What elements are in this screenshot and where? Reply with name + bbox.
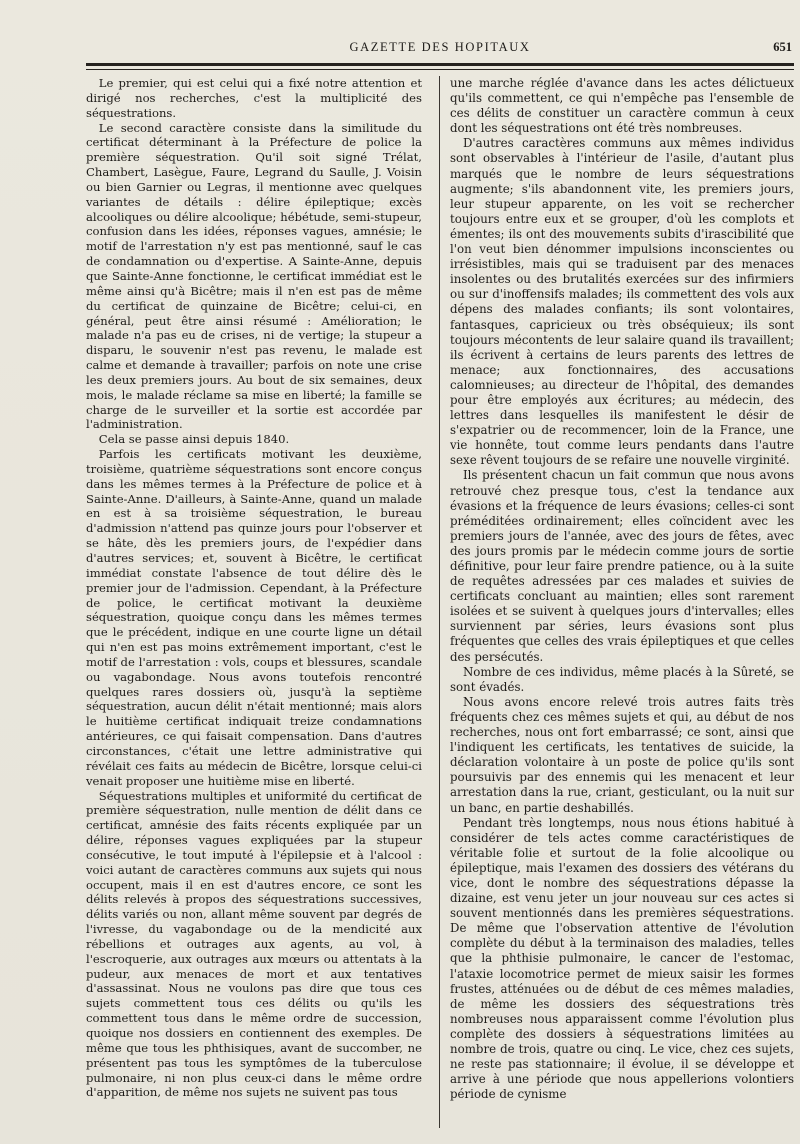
- paragraph: Ils présentent chacun un fait commun que nous avons retrouvé chez presque tous, c'est la tendance aux évasions et la fréquence de leurs évasions; celles-ci sont préméditées ordinairement; elles coïncident avec les premiers jours de l'année, avec des jours de fêtes, avec des jours promis par le médecin comme jours de sortie définitive, pour leur faire prendre patience, ou à la suite de requêtes adressées par ces malades et suivies de certificats concluant au maintien; elles sont rarement isolées et se suivent à quelques jours d'intervalles; elles surviennent par séries, leurs évasions sont plus fréquentes que celles des vrais épileptiques et que celles des persécutés.: [450, 468, 794, 664]
- paragraph: Nombre de ces individus, même placés à la Sûreté, se sont évadés.: [450, 664, 794, 694]
- left-column: [86, 76, 422, 1100]
- paragraph: Pendant très longtemps, nous nous étions habitué à considérer de tels actes comme caractéristiques de véritable folie et surtout de la folie alcoolique ou épileptique, mais l'examen des dossiers des vétérans du vice, dont le nombre des séquestrations dépasse la dizaine, est venu jeter un jour nouveau sur ces actes si souvent mentionnés dans les premières séquestrations. De même que l'observation attentive de l'évolution complète du début à la terminaison des maladies, telles que la phthisie pulmonaire, le cancer de l'estomac, l'ataxie locomotrice permet de mieux saisir les formes frustes, atténuées ou de début de ces mêmes maladies, de même les dossiers des séquestrations très nombreuses nous apparaissent comme l'évolution plus complète des dossiers à séquestrations limitées au nombre de trois, quatre ou cinq. Le vice, chez ces sujets, ne reste pas stationnaire; il évolue, il se développe et arrive à une période que nous appellerions volontiers période de cynisme: [450, 815, 794, 1102]
- paragraph: Parfois les certificats motivant les deuxième, troisième, quatrième séquestrations sont encore conçus dans les mêmes termes à la Préfecture de police et à Sainte-Anne. D'ailleurs, à Sainte-Anne, quand un malade en est à sa troisième séquestration, le bureau d'admission n'attend pas quinze jours pour l'observer et se hâte, dès les premiers jours, de l'expédier dans d'autres services; et, souvent à Bicêtre, le certificat immédiat constate l'absence de tout délire dès le premier jour de l'admission. Cependant, à la Préfecture de police, le certificat motivant la deuxième séquestration, quoique conçu dans les mêmes termes que le précédent, indique en une courte ligne un détail qui n'en est pas moins extrêmement important, c'est le motif de l'arrestation : vols, coups et blessures, scandale ou vagabondage. Nous avons toutefois rencontré quelques rares dossiers où, jusqu'à la septième séquestration, aucun délit n'était mentionné; mais alors le huitième certificat indiquait treize condamnations antérieures, ce qui faisait compensation. Dans d'autres circonstances, c'était une lettre administrative qui révélait ces faits au médecin de Bicêtre, lorsque celui-ci venait proposer une huitième mise en liberté.: [86, 447, 422, 788]
- right-column: [450, 76, 794, 1102]
- running-title: GAZETTE DES HOPITAUX: [349, 40, 531, 54]
- paragraph: une marche réglée d'avance dans les actes délictueux qu'ils commettent, ce qui n'empêche pas l'ensemble de ces délits de constituer un caractère commun à ceux dont les séquestrations ont été très nombreuses.: [450, 76, 794, 136]
- paragraph: Nous avons encore relevé trois autres faits très fréquents chez ces mêmes sujets et qui, au début de nos recherches, nous ont fort embarrassé; ce sont, ainsi que l'indiquent les certificats, les tentatives de suicide, la déclaration volontaire à un poste de police qu'ils sont poursuivis par des ennemis qui les menacent et leur arrestation dans la rue, criant, gesticulant, ou la nuit sur un banc, en partie deshabillés.: [450, 694, 794, 815]
- paragraph: Le premier, qui est celui qui a fixé notre attention et dirigé nos recherches, c'est la multiplicité des séquestrations.: [86, 76, 422, 120]
- header-rule-thick: [86, 63, 794, 66]
- page-number: 651: [773, 40, 792, 54]
- column-divider: [439, 76, 440, 1128]
- page-header: [86, 40, 794, 62]
- paragraph: D'autres caractères communs aux mêmes individus sont observables à l'intérieur de l'asile, d'autant plus marqués que le nombre de leurs séquestrations augmente; s'ils abandonnent vite, les premiers jours, leur stupeur apparente, on les voit se rechercher toujours entre eux et se grouper, d'où les complots et émentes; ils ont des mouvements subits d'irascibilité que l'on veut bien dénommer impulsions inconscientes ou irrésistibles, mais qui se traduisent par des menaces insolentes ou des brutalités exercées sur des infirmiers ou sur d'inoffensifs malades; ils commettent des vols aux dépens des malades confiants; ils sont volontaires, fantasques, capricieux ou très obséquieux; ils sont toujours mécontents de leur salaire quand ils travaillent; ils écrivent à certains de leurs parents des lettres de menace; aux fonctionnaires, des accusations calomnieuses; au directeur de l'hôpital, des demandes pour être employés aux écritures; au médecin, des lettres dans lesquelles ils manifestent le désir de s'expatrier ou de recommencer, loin de la France, une vie honnête, tout comme leurs pendants dans l'autre sexe rêvent toujours de se refaire une nouvelle virginité.: [450, 136, 794, 468]
- paragraph: Le second caractère consiste dans la similitude du certificat déterminant à la Préfecture de police la première séquestration. Qu'il soit signé Trélat, Chambert, Lasègue, Faure, Legrand du Saulle, J. Voisin ou bien Garnier ou Legras, il mentionne avec quelques variantes de détails : délire épileptique; excès alcooliques ou délire alcoolique; hébétude, semi-stupeur, confusion dans les idées, réponses vagues, amnésie; le motif de l'arrestation n'y est pas mentionné, sauf le cas de condamnation ou d'expertise. A Sainte-Anne, depuis que Sainte-Anne fonctionne, le certificat immédiat est le même ainsi qu'à Bicêtre; mais il n'en est pas de même du certificat de quinzaine de Bicêtre; celui-ci, en général, peut être ainsi résumé : Amélioration; le malade n'a pas eu de crises, ni de vertige; la stupeur a disparu, le souvenir n'est pas revenu, le malade est calme et demande à travailler; parfois on note une crise les deux premiers jours. Au bout de six semaines, deux mois, le malade réclame sa mise en liberté; la famille se charge de le surveiller et la sortie est accordée par l'administration.: [86, 120, 422, 432]
- paragraph: Cela se passe ainsi depuis 1840.: [98, 432, 290, 447]
- paragraph: Séquestrations multiples et uniformité du certificat de première séquestration, nulle mention de délit dans ce certificat, amnésie des faits récents expliquée par un délire, réponses vagues expliquées par la stupeur consécutive, le tout imputé à l'épilepsie et à l'alcool : voici autant de caractères communs aux sujets qui nous occupent, mais il en est d'autres encore, ce sont les délits relevés à propos des séquestrations successives, délits variés ou non, allant même souvent par degrés de l'ivresse, du vagabondage ou de la mendicité aux rébellions et outrages aux agents, au vol, à l'escroquerie, aux outrages aux mœurs ou attentats à la pudeur, aux menaces de mort et aux tentatives d'assassinat. Nous ne voulons pas dire que tous ces sujets commettent tous ces délits ou qu'ils les commettent tous dans le même ordre de succession, quoique nos dossiers en contiennent des exemples. De même que tous les phthisiques, avant de succomber, ne présentent pas tous les symptômes de la tuberculose pulmonaire, ni non plus ceux-ci dans le même ordre d'apparition, de même nos sujets ne suivent pas tous: [86, 788, 422, 1100]
- header-rule-thin: [86, 69, 794, 70]
